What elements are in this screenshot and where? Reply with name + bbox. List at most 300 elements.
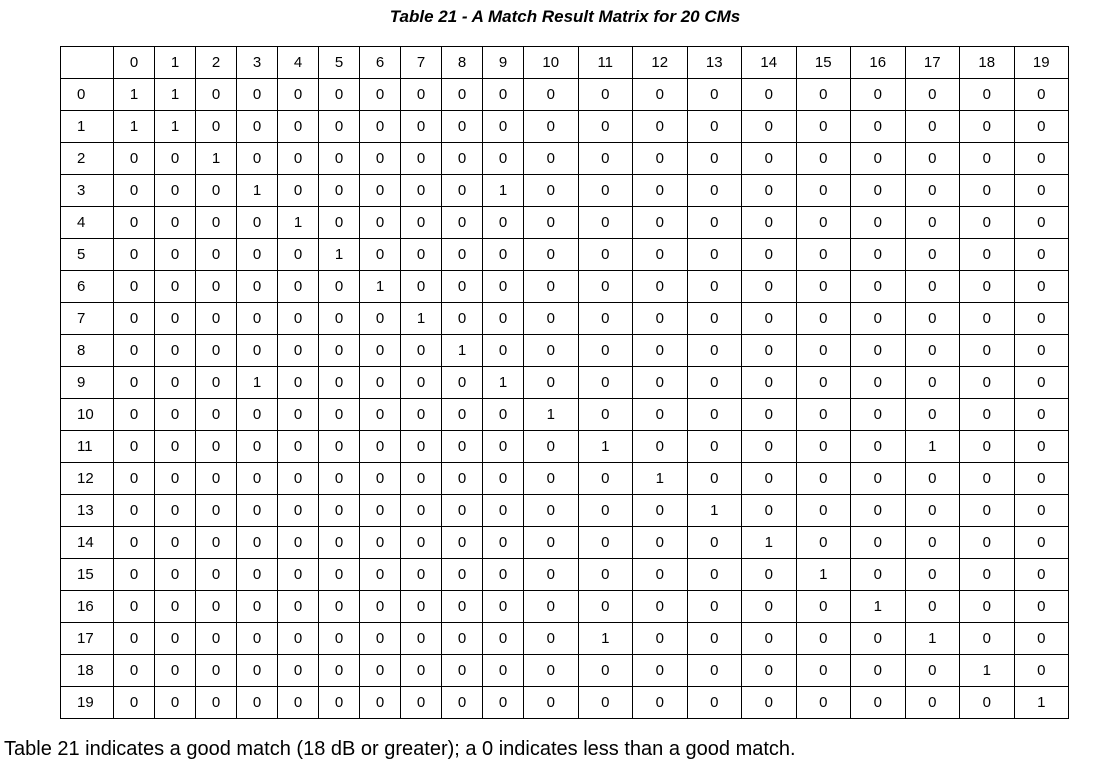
matrix-cell: 0 — [796, 463, 851, 495]
header-row — [61, 47, 1069, 79]
matrix-cell: 0 — [633, 687, 688, 719]
matrix-cell: 0 — [319, 431, 360, 463]
matrix-cell: 0 — [905, 175, 960, 207]
matrix-cell: 0 — [687, 527, 742, 559]
row-header: 16 — [61, 591, 114, 623]
matrix-cell: 0 — [796, 175, 851, 207]
matrix-cell: 0 — [278, 335, 319, 367]
matrix-cell: 0 — [1014, 623, 1069, 655]
matrix-cell: 0 — [796, 623, 851, 655]
matrix-cell: 0 — [1014, 303, 1069, 335]
matrix-cell: 0 — [633, 207, 688, 239]
row-header: 4 — [61, 207, 114, 239]
matrix-cell: 0 — [155, 271, 196, 303]
matrix-cell: 0 — [796, 111, 851, 143]
matrix-cell: 0 — [278, 399, 319, 431]
matrix-cell: 0 — [237, 111, 278, 143]
row-header: 17 — [61, 623, 114, 655]
table-row — [61, 239, 1069, 271]
matrix-cell: 0 — [401, 111, 442, 143]
matrix-cell: 0 — [960, 175, 1015, 207]
matrix-cell: 0 — [360, 655, 401, 687]
row-header: 6 — [61, 271, 114, 303]
matrix-cell: 0 — [114, 463, 155, 495]
matrix-cell: 0 — [687, 111, 742, 143]
matrix-cell: 0 — [114, 303, 155, 335]
matrix-cell: 0 — [1014, 559, 1069, 591]
matrix-cell: 0 — [633, 143, 688, 175]
matrix-cell: 0 — [196, 431, 237, 463]
row-header: 0 — [61, 79, 114, 111]
matrix-cell: 0 — [633, 271, 688, 303]
matrix-cell: 0 — [578, 207, 633, 239]
matrix-cell: 0 — [633, 559, 688, 591]
matrix-cell: 0 — [196, 79, 237, 111]
matrix-cell: 0 — [524, 335, 579, 367]
matrix-cell: 0 — [578, 463, 633, 495]
matrix-cell: 0 — [196, 303, 237, 335]
matrix-cell: 0 — [796, 335, 851, 367]
matrix-cell: 0 — [237, 527, 278, 559]
matrix-cell: 0 — [114, 271, 155, 303]
matrix-cell: 0 — [742, 79, 797, 111]
matrix-cell: 0 — [483, 143, 524, 175]
matrix-cell: 0 — [155, 143, 196, 175]
matrix-cell: 0 — [401, 623, 442, 655]
matrix-cell: 0 — [633, 495, 688, 527]
column-header: 3 — [237, 47, 278, 79]
matrix-cell: 0 — [960, 591, 1015, 623]
matrix-cell: 0 — [524, 207, 579, 239]
matrix-cell: 0 — [687, 559, 742, 591]
column-header: 12 — [633, 47, 688, 79]
matrix-cell: 0 — [742, 271, 797, 303]
matrix-cell: 0 — [1014, 431, 1069, 463]
matrix-cell: 0 — [633, 623, 688, 655]
matrix-cell: 0 — [319, 207, 360, 239]
matrix-cell: 1 — [524, 399, 579, 431]
matrix-cell: 0 — [851, 495, 906, 527]
matrix-cell: 0 — [742, 111, 797, 143]
matrix-cell: 0 — [578, 303, 633, 335]
matrix-cell: 0 — [278, 303, 319, 335]
matrix-cell: 0 — [442, 655, 483, 687]
matrix-cell: 0 — [742, 367, 797, 399]
matrix-cell: 0 — [237, 399, 278, 431]
matrix-cell: 0 — [483, 687, 524, 719]
matrix-cell: 0 — [401, 239, 442, 271]
matrix-cell: 1 — [905, 431, 960, 463]
matrix-cell: 0 — [237, 303, 278, 335]
matrix-cell: 0 — [851, 623, 906, 655]
matrix-cell: 0 — [319, 367, 360, 399]
matrix-cell: 0 — [960, 431, 1015, 463]
matrix-cell: 0 — [483, 623, 524, 655]
matrix-cell: 0 — [319, 463, 360, 495]
matrix-cell: 1 — [319, 239, 360, 271]
matrix-cell: 0 — [360, 143, 401, 175]
matrix-cell: 0 — [401, 207, 442, 239]
matrix-cell: 0 — [360, 687, 401, 719]
matrix-cell: 0 — [1014, 591, 1069, 623]
matrix-cell: 0 — [442, 687, 483, 719]
matrix-cell: 0 — [687, 207, 742, 239]
matrix-cell: 0 — [196, 591, 237, 623]
matrix-cell: 0 — [278, 655, 319, 687]
matrix-cell: 0 — [851, 271, 906, 303]
matrix-cell: 0 — [524, 79, 579, 111]
matrix-cell: 0 — [155, 559, 196, 591]
matrix-cell: 0 — [578, 335, 633, 367]
matrix-cell: 0 — [905, 303, 960, 335]
matrix-cell: 0 — [483, 559, 524, 591]
matrix-cell: 0 — [524, 239, 579, 271]
matrix-cell: 0 — [114, 431, 155, 463]
matrix-cell: 0 — [905, 495, 960, 527]
matrix-cell: 0 — [851, 335, 906, 367]
matrix-cell: 0 — [742, 655, 797, 687]
matrix-cell: 0 — [960, 623, 1015, 655]
matrix-cell: 0 — [237, 335, 278, 367]
matrix-cell: 0 — [960, 303, 1015, 335]
matrix-cell: 0 — [687, 463, 742, 495]
matrix-cell: 0 — [319, 623, 360, 655]
matrix-cell: 0 — [483, 303, 524, 335]
matrix-cell: 0 — [633, 367, 688, 399]
matrix-cell: 0 — [687, 655, 742, 687]
matrix-cell: 0 — [851, 175, 906, 207]
matrix-cell: 0 — [114, 495, 155, 527]
matrix-cell: 0 — [155, 527, 196, 559]
matrix-cell: 0 — [796, 207, 851, 239]
matrix-cell: 0 — [360, 399, 401, 431]
matrix-cell: 1 — [155, 79, 196, 111]
matrix-cell: 0 — [442, 591, 483, 623]
matrix-cell: 0 — [687, 623, 742, 655]
matrix-cell: 0 — [278, 271, 319, 303]
matrix-cell: 1 — [633, 463, 688, 495]
table-row — [61, 527, 1069, 559]
matrix-cell: 0 — [442, 527, 483, 559]
matrix-cell: 0 — [960, 559, 1015, 591]
matrix-cell: 0 — [1014, 111, 1069, 143]
matrix-cell: 0 — [578, 527, 633, 559]
matrix-cell: 0 — [851, 687, 906, 719]
row-header: 1 — [61, 111, 114, 143]
matrix-cell: 0 — [851, 431, 906, 463]
matrix-cell: 0 — [742, 399, 797, 431]
matrix-cell: 0 — [196, 559, 237, 591]
matrix-cell: 0 — [578, 239, 633, 271]
matrix-cell: 1 — [442, 335, 483, 367]
matrix-cell: 0 — [401, 175, 442, 207]
matrix-cell: 0 — [360, 79, 401, 111]
matrix-cell: 1 — [851, 591, 906, 623]
row-header: 8 — [61, 335, 114, 367]
matrix-cell: 0 — [401, 687, 442, 719]
column-header: 13 — [687, 47, 742, 79]
matrix-cell: 0 — [524, 175, 579, 207]
matrix-cell: 0 — [442, 207, 483, 239]
matrix-cell: 0 — [1014, 655, 1069, 687]
matrix-cell: 0 — [155, 239, 196, 271]
matrix-cell: 0 — [742, 495, 797, 527]
matrix-cell: 0 — [442, 79, 483, 111]
matrix-cell: 0 — [360, 623, 401, 655]
matrix-cell: 0 — [524, 655, 579, 687]
matrix-cell: 0 — [401, 463, 442, 495]
matrix-cell: 0 — [155, 431, 196, 463]
matrix-cell: 0 — [960, 399, 1015, 431]
matrix-cell: 0 — [319, 495, 360, 527]
matrix-cell: 1 — [196, 143, 237, 175]
matrix-cell: 0 — [905, 239, 960, 271]
table-row — [61, 463, 1069, 495]
matrix-cell: 0 — [578, 495, 633, 527]
matrix-cell: 0 — [905, 687, 960, 719]
matrix-cell: 0 — [319, 143, 360, 175]
matrix-cell: 0 — [483, 655, 524, 687]
matrix-cell: 0 — [360, 175, 401, 207]
matrix-cell: 0 — [483, 239, 524, 271]
matrix-cell: 0 — [905, 335, 960, 367]
matrix-cell: 1 — [578, 431, 633, 463]
matrix-cell: 1 — [155, 111, 196, 143]
matrix-cell: 0 — [524, 559, 579, 591]
matrix-cell: 0 — [960, 143, 1015, 175]
matrix-cell: 0 — [742, 207, 797, 239]
matrix-cell: 0 — [278, 431, 319, 463]
matrix-cell: 0 — [687, 367, 742, 399]
column-header: 6 — [360, 47, 401, 79]
matrix-cell: 0 — [851, 463, 906, 495]
matrix-cell: 0 — [796, 367, 851, 399]
matrix-cell: 1 — [483, 367, 524, 399]
matrix-cell: 0 — [360, 335, 401, 367]
matrix-cell: 0 — [578, 175, 633, 207]
matrix-cell: 0 — [851, 111, 906, 143]
matrix-body — [61, 79, 1069, 719]
matrix-cell: 1 — [796, 559, 851, 591]
matrix-cell: 0 — [401, 143, 442, 175]
matrix-cell: 0 — [1014, 239, 1069, 271]
matrix-cell: 0 — [687, 143, 742, 175]
matrix-cell: 0 — [1014, 207, 1069, 239]
matrix-cell: 0 — [524, 687, 579, 719]
matrix-cell: 0 — [905, 79, 960, 111]
matrix-cell: 0 — [360, 367, 401, 399]
matrix-cell: 0 — [196, 175, 237, 207]
row-header: 12 — [61, 463, 114, 495]
matrix-cell: 0 — [319, 399, 360, 431]
matrix-cell: 0 — [360, 303, 401, 335]
matrix-cell: 0 — [155, 687, 196, 719]
matrix-cell: 0 — [742, 623, 797, 655]
table-row — [61, 207, 1069, 239]
matrix-cell: 0 — [524, 527, 579, 559]
row-header: 19 — [61, 687, 114, 719]
matrix-cell: 0 — [633, 591, 688, 623]
matrix-cell: 0 — [401, 431, 442, 463]
matrix-cell: 0 — [319, 175, 360, 207]
column-header: 16 — [851, 47, 906, 79]
table-row — [61, 399, 1069, 431]
column-header: 5 — [319, 47, 360, 79]
table-row — [61, 175, 1069, 207]
matrix-cell: 0 — [633, 239, 688, 271]
matrix-cell: 0 — [278, 559, 319, 591]
row-header: 3 — [61, 175, 114, 207]
matrix-cell: 0 — [851, 239, 906, 271]
matrix-cell: 0 — [633, 655, 688, 687]
matrix-cell: 0 — [578, 143, 633, 175]
matrix-cell: 0 — [401, 527, 442, 559]
matrix-cell: 0 — [196, 367, 237, 399]
matrix-cell: 0 — [742, 431, 797, 463]
matrix-cell: 1 — [237, 367, 278, 399]
column-header: 0 — [114, 47, 155, 79]
matrix-cell: 0 — [483, 335, 524, 367]
matrix-cell: 0 — [114, 175, 155, 207]
matrix-cell: 0 — [960, 79, 1015, 111]
table-row — [61, 111, 1069, 143]
row-header: 18 — [61, 655, 114, 687]
matrix-cell: 0 — [796, 239, 851, 271]
matrix-cell: 1 — [278, 207, 319, 239]
matrix-cell: 0 — [442, 463, 483, 495]
matrix-cell: 0 — [442, 143, 483, 175]
matrix-cell: 0 — [401, 559, 442, 591]
matrix-cell: 0 — [401, 495, 442, 527]
column-header: 15 — [796, 47, 851, 79]
matrix-cell: 0 — [851, 527, 906, 559]
matrix-cell: 0 — [796, 79, 851, 111]
matrix-cell: 0 — [687, 335, 742, 367]
matrix-cell: 0 — [278, 143, 319, 175]
matrix-cell: 0 — [905, 143, 960, 175]
matrix-cell: 0 — [401, 271, 442, 303]
matrix-cell: 0 — [1014, 399, 1069, 431]
matrix-cell: 0 — [319, 527, 360, 559]
matrix-cell: 0 — [578, 399, 633, 431]
matrix-cell: 0 — [633, 527, 688, 559]
matrix-cell: 0 — [319, 559, 360, 591]
table-row — [61, 143, 1069, 175]
matrix-cell: 0 — [278, 527, 319, 559]
matrix-cell: 0 — [483, 463, 524, 495]
matrix-cell: 1 — [1014, 687, 1069, 719]
table-row — [61, 495, 1069, 527]
matrix-cell: 0 — [1014, 463, 1069, 495]
matrix-cell: 1 — [114, 79, 155, 111]
matrix-cell: 0 — [237, 495, 278, 527]
match-result-matrix — [60, 46, 1069, 719]
column-header: 11 — [578, 47, 633, 79]
matrix-cell: 0 — [155, 175, 196, 207]
matrix-cell: 0 — [578, 559, 633, 591]
matrix-cell: 0 — [578, 591, 633, 623]
matrix-cell: 0 — [483, 495, 524, 527]
matrix-cell: 0 — [442, 175, 483, 207]
matrix-cell: 0 — [851, 143, 906, 175]
matrix-cell: 0 — [442, 367, 483, 399]
matrix-cell: 0 — [483, 431, 524, 463]
matrix-cell: 0 — [319, 687, 360, 719]
matrix-cell: 0 — [905, 655, 960, 687]
matrix-cell: 0 — [278, 79, 319, 111]
column-header: 17 — [905, 47, 960, 79]
matrix-cell: 0 — [524, 143, 579, 175]
matrix-cell: 0 — [1014, 367, 1069, 399]
matrix-cell: 0 — [1014, 143, 1069, 175]
matrix-cell: 0 — [796, 591, 851, 623]
matrix-cell: 0 — [633, 79, 688, 111]
matrix-cell: 0 — [742, 559, 797, 591]
row-header: 5 — [61, 239, 114, 271]
matrix-cell: 0 — [687, 271, 742, 303]
matrix-cell: 0 — [114, 527, 155, 559]
column-header: 8 — [442, 47, 483, 79]
matrix-cell: 0 — [360, 463, 401, 495]
row-header: 11 — [61, 431, 114, 463]
matrix-cell: 0 — [196, 463, 237, 495]
corner-cell — [61, 47, 114, 79]
column-header: 19 — [1014, 47, 1069, 79]
row-header: 15 — [61, 559, 114, 591]
table-row — [61, 655, 1069, 687]
column-header: 14 — [742, 47, 797, 79]
matrix-cell: 0 — [483, 207, 524, 239]
table-row — [61, 271, 1069, 303]
matrix-cell: 0 — [796, 143, 851, 175]
row-header: 9 — [61, 367, 114, 399]
row-header: 14 — [61, 527, 114, 559]
matrix-cell: 0 — [278, 495, 319, 527]
matrix-cell: 0 — [633, 175, 688, 207]
matrix-cell: 0 — [155, 591, 196, 623]
matrix-cell: 0 — [196, 687, 237, 719]
row-header: 10 — [61, 399, 114, 431]
matrix-cell: 0 — [237, 143, 278, 175]
matrix-cell: 0 — [905, 207, 960, 239]
matrix-cell: 0 — [278, 623, 319, 655]
matrix-cell: 0 — [483, 79, 524, 111]
matrix-cell: 0 — [851, 399, 906, 431]
table-row — [61, 687, 1069, 719]
matrix-cell: 0 — [960, 239, 1015, 271]
matrix-cell: 0 — [578, 655, 633, 687]
table-row — [61, 623, 1069, 655]
matrix-cell: 0 — [905, 591, 960, 623]
matrix-cell: 0 — [524, 431, 579, 463]
matrix-cell: 0 — [196, 623, 237, 655]
matrix-cell: 0 — [278, 463, 319, 495]
column-header: 10 — [524, 47, 579, 79]
matrix-cell: 0 — [1014, 79, 1069, 111]
matrix-cell: 0 — [360, 111, 401, 143]
matrix-cell: 0 — [401, 399, 442, 431]
matrix-cell: 0 — [1014, 335, 1069, 367]
matrix-cell: 0 — [742, 335, 797, 367]
matrix-cell: 0 — [114, 687, 155, 719]
matrix-cell: 0 — [442, 111, 483, 143]
matrix-cell: 0 — [360, 495, 401, 527]
matrix-cell: 0 — [360, 559, 401, 591]
matrix-cell: 0 — [155, 655, 196, 687]
matrix-cell: 0 — [319, 79, 360, 111]
matrix-cell: 1 — [114, 111, 155, 143]
matrix-cell: 0 — [960, 335, 1015, 367]
